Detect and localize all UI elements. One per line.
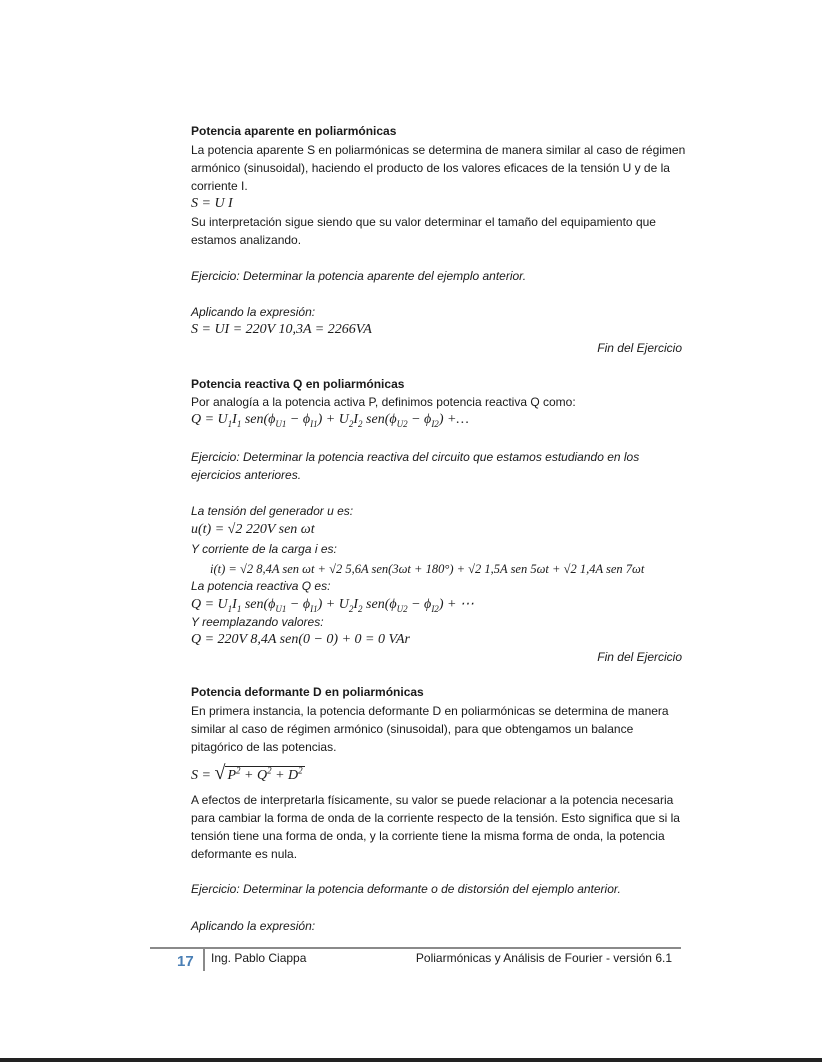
paragraph-line: similar al caso de régimen armónico (sinusoidal), para que obtengamos un balance — [191, 722, 634, 736]
applying-label: Aplicando la expresión: — [191, 305, 316, 319]
formula: S = U I — [191, 196, 233, 211]
heading: Potencia reactiva Q en poliarmónicas — [191, 377, 405, 391]
paragraph-line: armónico (sinusoidal), haciendo el producto de los valores eficaces de la tensión U y de la — [191, 161, 670, 175]
formula-current: i(t) = √2 8,4A sen ωt + √2 5,6A sen(3ωt + 180°) + √2 1,5A sen 5ωt + √2 1,4A sen 7ωt — [210, 562, 645, 576]
formula-q-definition: $Q = U_1I_1$ $sen(\phi_{U1} - \phi_{I1}) + U_2I_2$ $sen(\phi_{U2} - \phi_{I2})$ +… — [191, 412, 469, 429]
window-bottom-edge — [0, 1058, 822, 1062]
heading: Potencia aparente en poliarmónicas — [191, 124, 397, 138]
paragraph-line: Su interpretación sigue siendo que su valor determinar el tamaño del equipamiento que — [191, 215, 656, 229]
footer-author: Ing. Pablo Ciappa — [211, 951, 307, 965]
paragraph-line: A efectos de interpretarla físicamente, su valor se puede relacionar a la potencia necesaria — [191, 793, 674, 807]
paragraph-line: La potencia aparente S en poliarmónicas se determina de manera similar al caso de régimen — [191, 143, 686, 157]
exercise-statement: Ejercicio: Determinar la potencia aparente del ejemplo anterior. — [191, 269, 527, 283]
exercise-statement: Ejercicio: Determinar la potencia deformante o de distorsión del ejemplo anterior. — [191, 882, 621, 896]
paragraph-line: Por analogía a la potencia activa P, definimos potencia reactiva Q como: — [191, 395, 576, 409]
paragraph-line: tensión tiene una forma de onda, y la corriente tiene la misma forma de onda, la potencia — [191, 829, 665, 843]
exercise-end: Fin del Ejercicio — [597, 650, 682, 664]
page-number: 17 — [177, 953, 194, 970]
formula-result: Q = 220V 8,4A sen(0 − 0) + 0 = 0 VAr — [191, 632, 410, 647]
paragraph-line: pitagórico de las potencias. — [191, 740, 337, 754]
exercise-statement: Ejercicio: Determinar la potencia reactiva del circuito que estamos estudiando en los — [191, 450, 640, 464]
formula-result: S = UI = 220V 10,3A = 2266VA — [191, 322, 372, 337]
footer-rule — [150, 947, 681, 949]
formula-voltage: u(t) = √2 220V sen ωt — [191, 522, 315, 537]
paragraph-line: En primera instancia, la potencia deformante D en poliarmónicas se determina de manera — [191, 704, 669, 718]
footer-divider — [203, 949, 205, 971]
replace-label: Y reemplazando valores: — [191, 615, 324, 629]
q-label: La potencia reactiva Q es: — [191, 579, 331, 593]
paragraph-line: para cambiar la forma de onda de la corriente respecto de la tensión. Esto significa que si la — [191, 811, 680, 825]
heading: Potencia deformante D en poliarmónicas — [191, 685, 424, 699]
formula-s-pythagorean: S = √ $P^2 + Q^2 + D^2$ — [191, 762, 303, 784]
current-label: Y corriente de la carga i es: — [191, 542, 337, 556]
footer-title: Poliarmónicas y Análisis de Fourier - versión 6.1 — [415, 951, 672, 965]
formula-q: $Q = U_1I_1$ $sen(\phi_{U1} - \phi_{I1}) + U_2I_2$ $sen(\phi_{U2} - \phi_{I2})$ + ⋯ — [191, 597, 474, 614]
paragraph-line: deformante es nula. — [191, 847, 298, 861]
exercise-statement: ejercicios anteriores. — [191, 468, 302, 482]
paragraph-line: corriente I. — [191, 179, 248, 193]
paragraph-line: estamos analizando. — [191, 233, 302, 247]
applying-label: Aplicando la expresión: — [191, 919, 316, 933]
voltage-label: La tensión del generador u es: — [191, 504, 354, 518]
exercise-end: Fin del Ejercicio — [597, 341, 682, 355]
